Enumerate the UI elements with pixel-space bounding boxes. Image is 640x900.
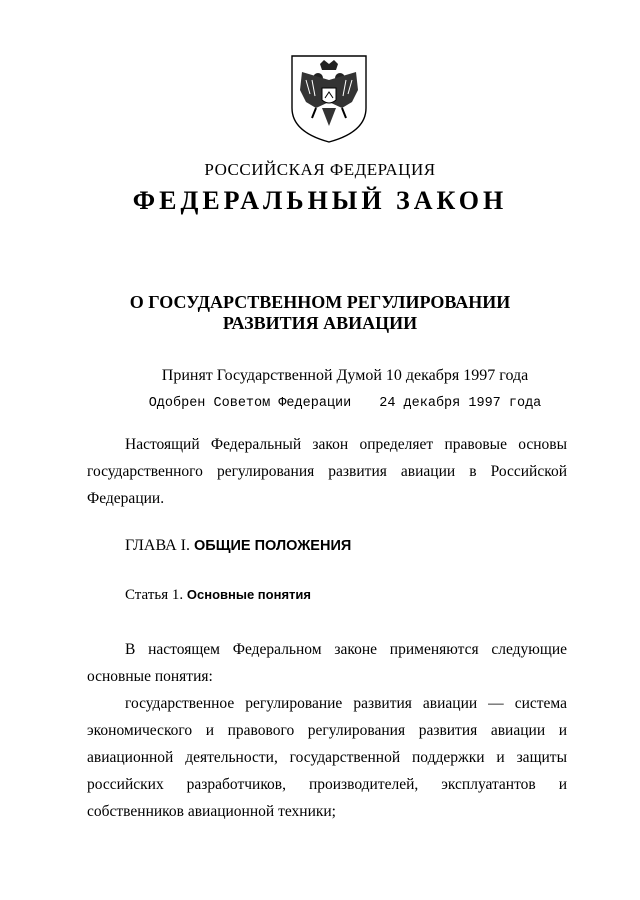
intro-text: Настоящий Федеральный закон определяет правовые основы государственного регулирования развития авиации в Российской Федерации. — [87, 436, 567, 507]
paragraph-definitions-intro — [87, 636, 567, 690]
approved-label: Одобрен Советом Федерации — [148, 396, 352, 411]
coat-of-arms-icon — [288, 50, 370, 146]
paragraph-text: государственное регулирование развития авиации — система экономического и правового регулирования развития авиации и авиационной деятельности, государственной поддержки и защиты российских разработчиков, производителей, эксплуатантов и собственников авиационной техники; — [87, 695, 567, 820]
article-name: Основные понятия — [186, 587, 311, 602]
law-title-line-1: О ГОСУДАРСТВЕННОМ РЕГУЛИРОВАНИИ — [129, 292, 511, 312]
law-title-line-2: РАЗВИТИЯ АВИАЦИИ — [222, 313, 418, 333]
chapter-heading — [125, 537, 351, 555]
document-type: ФЕДЕРАЛЬНЫЙ ЗАКОН — [132, 186, 508, 215]
country-name: РОССИЙСКАЯ ФЕДЕРАЦИЯ — [204, 160, 436, 179]
article-prefix: Статья 1. — [125, 587, 184, 603]
intro-paragraph — [87, 431, 567, 512]
chapter-prefix: ГЛАВА I. — [125, 537, 190, 554]
chapter-name: ОБЩИЕ ПОЛОЖЕНИЯ — [194, 538, 352, 554]
adopted-by-duma: Принят Государственной Думой 10 декабря 1997 года — [161, 367, 529, 384]
article-heading — [125, 587, 311, 604]
approved-date: 24 декабря 1997 года — [379, 396, 542, 411]
paragraph-text: В настоящем Федеральном законе применяются следующие основные понятия: — [87, 641, 567, 685]
law-title — [0, 292, 640, 334]
approved-by-federation-council — [25, 396, 640, 411]
paragraph-state-regulation-definition — [87, 690, 567, 825]
